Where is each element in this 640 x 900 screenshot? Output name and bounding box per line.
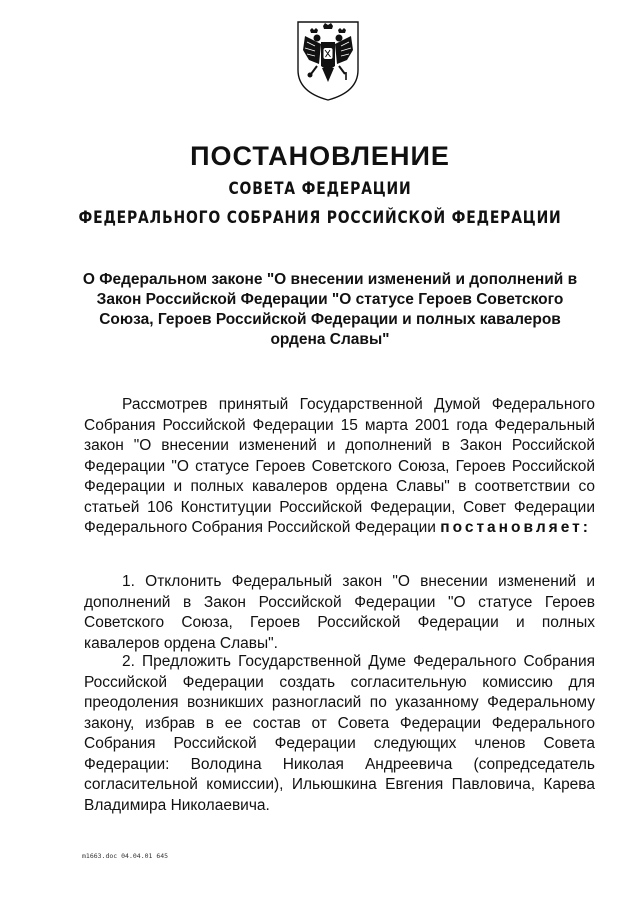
issuer-line-1: СОВЕТА ФЕДЕРАЦИИ <box>228 179 412 199</box>
preamble-paragraph <box>84 395 595 539</box>
resolution-item-1: 1. Отклонить Федеральный закон "О внесении изменений и дополнений в Закон Российской Федерации "О статусе Героев Советского Союза, Героев Российской Федерации и полных кавалеров ордена Славы". <box>84 573 595 652</box>
coat-of-arms-icon <box>295 20 361 102</box>
file-reference-footer: m1663.doc 04.04.01 645 <box>82 852 169 860</box>
issuer-line-2: ФЕДЕРАЛЬНОГО СОБРАНИЯ РОССИЙСКОЙ ФЕДЕРАЦИИ <box>78 208 562 228</box>
resolution-item-2: 2. Предложить Государственной Думе Федерального Собрания Российской Федерации создать согласительную комиссию для преодоления возникших разногласий по указанному Федеральному закону, избрав в ее состав от Совета Федерации Федерального Собрания Российской Федерации следующих членов Совета Федерации: Володина Николая Андреевича (сопредседатель согласительной комиссии), Ильюшкина Евгения Павловича, Карева Владимира Николаевича. <box>84 653 595 814</box>
document-title: ПОСТАНОВЛЕНИЕ <box>190 141 450 171</box>
preamble-text: Рассмотрев принятый Государственной Думой Федерального Собрания Российской Федерации 15 марта 2001 года Федеральный закон "О внесении изменений и дополнений в Закон Российской Федерации "О статусе Героев Советского Союза, Героев Российской Федерации и полных кавалеров ордена Славы" в соответствии со статьей 106 Конституции Российской Федерации, Совет Федерации Федерального Собрания Российской Федерации <box>84 396 595 536</box>
resolution-heading: О Федеральном законе "О внесении изменений и дополнений в Закон Российской Федерации "О статусе Героев Советского Союза, Героев Российской Федерации и полных кавалеров ордена Славы" <box>82 271 578 348</box>
resolves-keyword: постановляет: <box>440 519 591 536</box>
